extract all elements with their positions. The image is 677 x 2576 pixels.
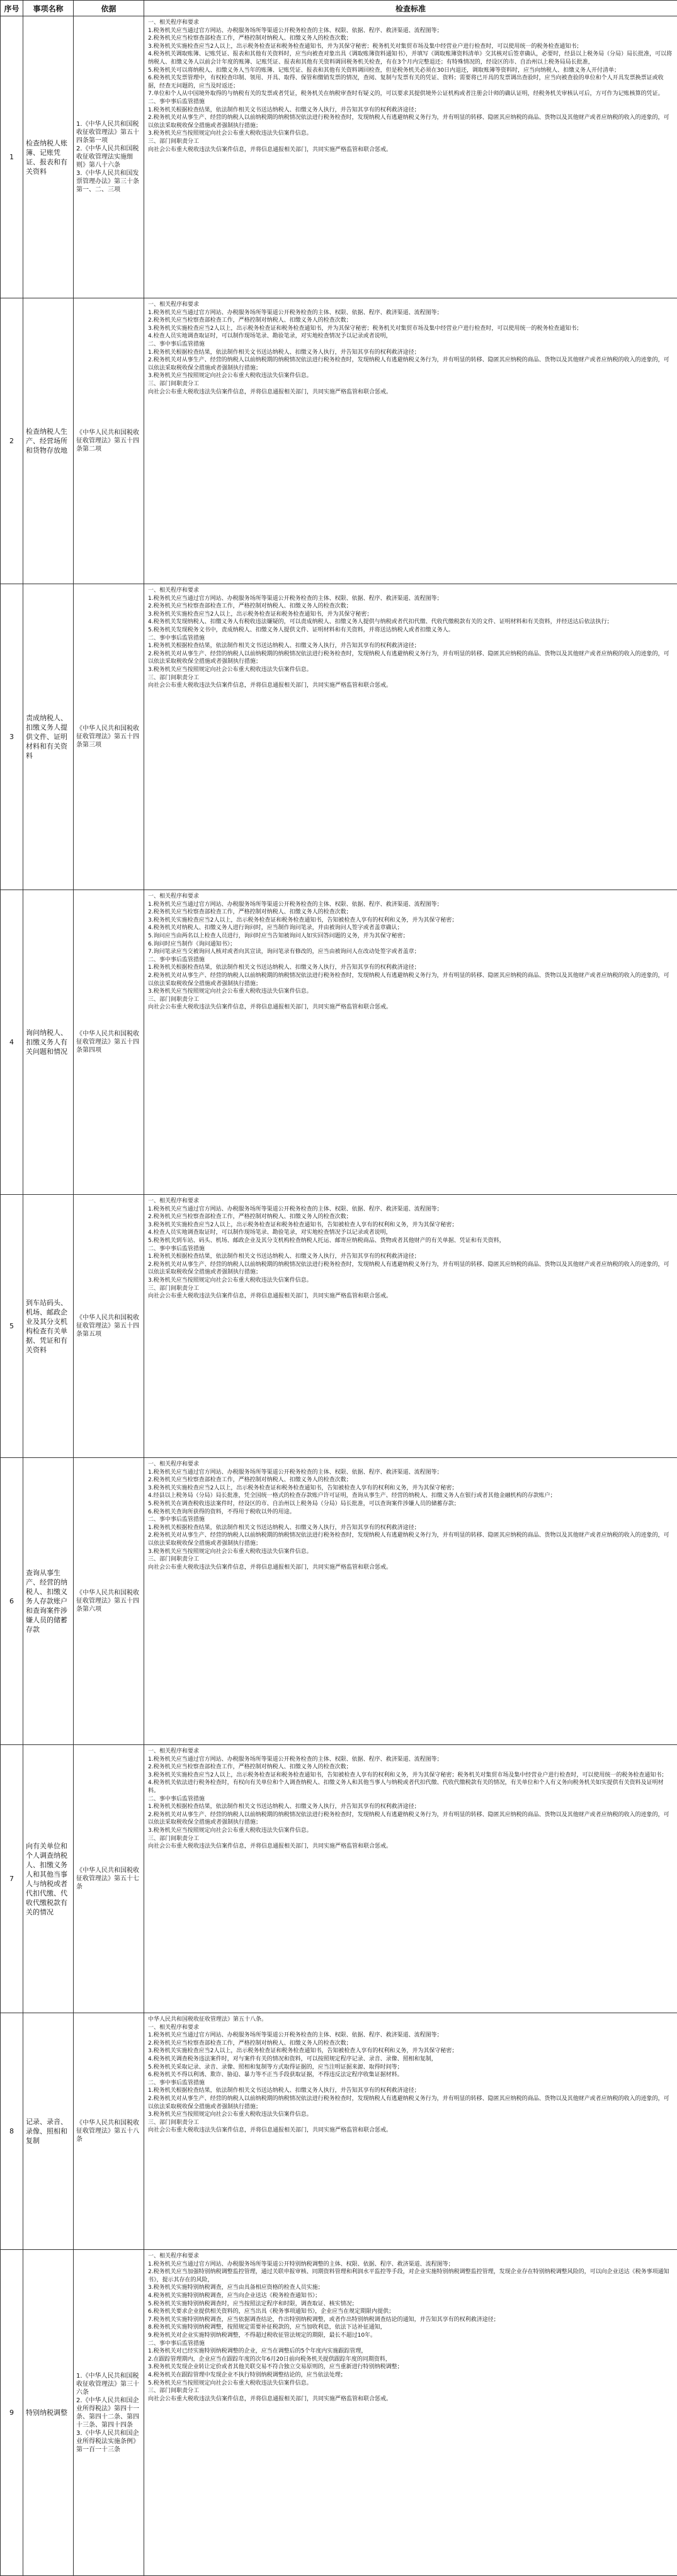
standard-line: 1.税务机关应当通过官方网站、办税服务场所等渠道公开税务检查的主体、权限、依据、程序、救济渠道、流程图等； xyxy=(148,901,673,909)
standard-line: 9.税务机关对企业实施特别纳税调整，不得超过税收征管法规定的期限，最长不超过10年。 xyxy=(148,2332,673,2340)
row-item-name: 责成纳税人、扣缴义务人提供文件、证明材料和有关资料 xyxy=(23,584,74,890)
row-standard xyxy=(144,1745,677,2013)
standard-line: 8.税务机关实施特别纳税调整，按照规定需要补征税款的，应当加收利息，依法下达补征通知， xyxy=(148,2324,673,2332)
standard-line: 二、事中事后监管措施 xyxy=(148,1245,673,1253)
standard-line: 三、部门间职责分工 xyxy=(148,1285,673,1293)
standard-line: 3.税务机关应当按照规定向社会公布重大税收违法失信案件信息。 xyxy=(148,666,673,674)
standard-line: 一、相关程序和要求 xyxy=(148,587,673,595)
standard-line: 4.税务机关调查税务违法案件时，对与案件有关的情况和资料，可以按照规定程序记录、录音、录像、照相和复制， xyxy=(148,2055,673,2064)
standard-line: 4.税务机关发现纳税人、扣缴义务人有税收违法嫌疑的，可以责成纳税人、扣缴义务人提供与纳税或者代扣代缴、代收代缴税款有关的文件、证明材料和有关资料，并经送达后依法执行； xyxy=(148,618,673,626)
row-standard xyxy=(144,890,677,1195)
standard-line: 一、相关程序和要求 xyxy=(148,2024,673,2032)
row-item-name: 检查纳税人账簿、记账凭证、报表和有关资料 xyxy=(23,16,74,298)
row-standard xyxy=(144,2013,677,2250)
standard-line: 三、部门间职责分工 xyxy=(148,1556,673,1564)
standard-line: 3.税务机关实施特别纳税调查，应当由具备相应资格的检查人员实施； xyxy=(148,2284,673,2292)
standard-line: 一、相关程序和要求 xyxy=(148,1460,673,1469)
standard-line: 6.税务机关发票管理中，有权检查印制、领用、开具、取得、保管和缴销发票的情况，查阅、复制与发票有关的凭证、资料；需要将已开具的发票调出查验时，应当向被查验的单位和个人开具发票换票证或收据，经查无问题的，应当及时返还； xyxy=(148,74,673,90)
standard-line: 三、部门间职责分工 xyxy=(148,1835,673,1843)
row-standard xyxy=(144,298,677,584)
row-item-name: 检查纳税人生产、经营场所和货物存放地 xyxy=(23,298,74,584)
standard-line: 三、部门间职责分工 xyxy=(148,996,673,1004)
row-standard xyxy=(144,16,677,298)
standard-lines xyxy=(148,301,673,396)
standard-lines xyxy=(148,1748,673,1851)
standard-line: 三、部门间职责分工 xyxy=(148,380,673,388)
standard-lines xyxy=(148,2252,673,2403)
standard-line: 1.税务机关应当通过官方网站、办税服务场所等渠道公开税务检查的主体、权限、依据、程序、救济渠道、流程图等； xyxy=(148,2031,673,2040)
standard-line: 5.税务机关到车站、码头、机场、邮政企业及其分支机构检查纳税人托运、邮寄应纳税商品、货物或者其他财产的有关单据、凭证和有关资料， xyxy=(148,1237,673,1245)
standard-line: 一、相关程序和要求 xyxy=(148,1748,673,1756)
standard-line: 向社会公布重大税收违法失信案件信息，并将信息通报相关部门，共同实施严格监管和联合惩戒。 xyxy=(148,388,673,397)
standard-line: 1.税务机关根据检查结果，依法制作相关文书送达纳税人、扣缴义务人执行，并告知其享有的权利救济途径； xyxy=(148,1803,673,1811)
standard-line: 向社会公布重大税收违法失信案件信息，并将信息通报相关部门，共同实施严格监管和联合惩戒。 xyxy=(148,2395,673,2404)
standard-line: 7.税务机关实施特别纳税调查，应当依据调查结论，作出特别纳税调整，或者作出特别纳税调查结论的通知，并告知其享有的权利救济途径； xyxy=(148,2316,673,2324)
standard-lines xyxy=(148,1197,673,1301)
standard-line: 3.税务机关实施检查应当2人以上，出示税务检查证和税务检查通知书，并为其保守秘密； xyxy=(148,611,673,619)
standard-line: 5.税务机关采取记录、录音、录像、照相和复制等方式取得证据的，应当注明证据来源、取得时间等； xyxy=(148,2064,673,2072)
standard-line: 2.税务机关对从事生产、经营的纳税人以前纳税期的纳税情况依法进行税务检查时，发现纳税人有逃避纳税义务行为，并有明显的转移、隐匿其应纳税的商品、货物以及其他财产或者应纳税的收入的迹象的，可以依法采取税收保全措施或者强制执行措施； xyxy=(148,1261,673,1277)
standard-lines xyxy=(148,1460,673,1571)
standard-line: 3.税务机关实施检查应当2人以上，出示税务检查证和税务检查通知书，告知被检查人享有的权利和义务，并为其保守秘密； xyxy=(148,2047,673,2055)
standard-line: 3.税务机关应当按照规定向社会公布重大税收违法失信案件信息。 xyxy=(148,2111,673,2119)
standard-line: 二、事中事后监管措施 xyxy=(148,956,673,964)
standard-line: 3.税务机关实施检查应当2人以上，出示税务检查证和税务检查通知书，并为其保守秘密；税务机关对集贸市场及集中经营业户进行检查时，可以使用统一的税务检查通知书； xyxy=(148,43,673,51)
standard-line: 5.税务机关应当按照规定向社会公布重大税收违法失信案件信息。 xyxy=(148,2380,673,2388)
standard-line: 2.税务机关应当检察查部检查工作，严格控制对纳税人、扣缴义务人的检查次数； xyxy=(148,1476,673,1484)
standard-line: 1.税务机关根据检查结果，依法制作相关文书送达纳税人、扣缴义务人执行，并告知其享有的权利救济途径； xyxy=(148,1524,673,1532)
row-item-name: 查询从事生产、经营的纳税人、扣缴义务人存款账户和查询案件涉嫌人员的储蓄存款 xyxy=(23,1458,74,1745)
standard-line: 1.税务机关根据检查结果，依法制作相关文书送达纳税人、扣缴义务人执行，并告知其享有的权利救济途径； xyxy=(148,2087,673,2095)
standard-line: 5.税务机关发现税务文书中，责成纳税人、扣缴义务人提供文件、证明材料和有关资料，并将送达纳税人或者扣缴义务人。 xyxy=(148,626,673,635)
standard-line: 三、部门间职责分工 xyxy=(148,2119,673,2127)
row-seq: 5 xyxy=(1,1195,23,1458)
standard-line: 3.税务机关实施检查应当2人以上，出示税务检查证和税务检查通知书，告知被检查人享有的权利和义务，并为其保守秘密； xyxy=(148,1484,673,1493)
row-basis: 《中华人民共和国税收征收管理法》第五十四条第二项 xyxy=(74,298,144,584)
standard-line: 2.税务机关应当检察查部检查工作，严格控制对纳税人、扣缴义务人的检查次数； xyxy=(148,2040,673,2048)
standard-line: 6.税务机关不得以利诱、欺诈、胁迫、暴力等不正当手段获取证据，不得违反法定程序收集证据材料。 xyxy=(148,2071,673,2079)
table-row xyxy=(1,16,677,298)
standard-line: 1.税务机关应当通过官方网站、办税服务场所等渠道公开税务检查的主体、权限、依据、程序、救济渠道、流程图等； xyxy=(148,595,673,603)
table-body xyxy=(1,16,677,2576)
row-seq: 8 xyxy=(1,2013,23,2250)
standard-line: 2.税务机关应当检察查部检查工作，严格控制对纳税人、扣缴义务人的检查次数； xyxy=(148,1213,673,1221)
standard-line: 1.税务机关根据检查结果，依法制作相关文书送达纳税人、扣缴义务人执行，并告知其享有的权利救济途径； xyxy=(148,964,673,972)
row-basis: 《中华人民共和国税收征收管理法》第五十四条第六项 xyxy=(74,1458,144,1745)
standard-line: 向社会公布重大税收违法失信案件信息，并将信息通报相关部门，共同实施严格监管和联合惩戒。 xyxy=(148,1843,673,1851)
standard-line: 向社会公布重大税收违法失信案件信息，并将信息通报相关部门，共同实施严格监管和联合惩戒。 xyxy=(148,1564,673,1572)
row-basis: 《中华人民共和国税收征收管理法》第五十八条 xyxy=(74,2013,144,2250)
standard-line: 三、部门间职责分工 xyxy=(148,2387,673,2395)
standard-line: 2.税务机关对从事生产、经营的纳税人以前纳税期的纳税情况依法进行税务检查时，发现纳税人有逃避纳税义务行为，并有明显的转移、隐匿其应纳税的商品、货物以及其他财产或者应纳税的收入的迹象的，可以依法采取税收保全措施或者强制执行措施； xyxy=(148,972,673,988)
standard-line: 7.询问笔录应当交被询问人核对或者向其宣读，询问笔录有修改的，应当由被询问人在改动处签字或者盖章； xyxy=(148,948,673,956)
table-row xyxy=(1,1745,677,2013)
table-row xyxy=(1,2250,677,2576)
standard-line: 一、相关程序和要求 xyxy=(148,893,673,901)
standard-line: 向社会公布重大税收违法失信案件信息，并将信息通报相关部门，共同实施严格监管和联合惩戒。 xyxy=(148,1003,673,1012)
standard-line: 二、事中事后监管措施 xyxy=(148,2079,673,2087)
standard-lines xyxy=(148,893,673,1012)
row-seq: 2 xyxy=(1,298,23,584)
standard-line: 1.税务机关应当通过官方网站、办税服务场所等渠道公开税务检查的主体、权限、依据、程序、救济渠道、流程图等； xyxy=(148,1206,673,1214)
standard-line: 2.税务机关对从事生产、经营的纳税人以前纳税期的纳税情况依法进行税务检查时，发现纳税人有逃避纳税义务行为，并有明显的转移、隐匿其应纳税的商品、货物以及其他财产或者应纳税的收入的迹象的，可以依法采取税收保全措施或者强制执行措施； xyxy=(148,1811,673,1827)
standard-line: 向社会公布重大税收违法失信案件信息，并将信息通报相关部门，共同实施严格监管和联合惩戒。 xyxy=(148,146,673,154)
standard-line: 1.税务机关对已经实施特别纳税调整的企业，应当在调整后的5个年度内实施跟踪管理， xyxy=(148,2347,673,2356)
standard-line: 一、相关程序和要求 xyxy=(148,2252,673,2261)
row-basis: 1.《中华人民共和国税收征收管理法》第三十六条 2.《中华人民共和国企业所得税法》第四十一条、第四十二条、第四十三条、第四十四条 3.《中华人民共和国企业所得税法实施条例》第一百一十三条 xyxy=(74,2250,144,2576)
row-standard xyxy=(144,2250,677,2576)
standard-line: 一、相关程序和要求 xyxy=(148,301,673,309)
standard-line: 1.税务机关根据检查结果，依法制作相关文书送达纳税人、扣缴义务人执行，并告知其享有的权利救济途径； xyxy=(148,1253,673,1261)
standard-line: 三、部门间职责分工 xyxy=(148,674,673,682)
standard-line: 2.税务机关应当检察查部检查工作，严格控制对纳税人、扣缴义务人的检查次数； xyxy=(148,35,673,43)
standard-line: 一、相关程序和要求 xyxy=(148,19,673,27)
standard-line: 向社会公布重大税收违法失信案件信息，并将信息通报相关部门，共同实施严格监管和联合惩戒。 xyxy=(148,1292,673,1301)
standard-line: 向社会公布重大税收违法失信案件信息，并将信息通报相关部门，共同实施严格监管和联合惩戒。 xyxy=(148,682,673,690)
standard-line: 2.税务机关应当检察查部检查工作，严格控制对纳税人、扣缴义务人的检查次数； xyxy=(148,602,673,611)
header-name: 事项名称 xyxy=(23,1,74,16)
standard-line: 5.税务机关实施特别纳税调查时，应当按照法定程序和时限，调查取证、核实情况； xyxy=(148,2300,673,2308)
standard-line: 7.单位和个人从中国境外取得的与纳税有关的发票或者凭证，税务机关在纳税审查时有疑义的，可以要求其提供境外公证机构或者注册会计师的确认证明，经税务机关审核认可后，方可作为记账核算的凭证。 xyxy=(148,90,673,98)
table-row xyxy=(1,1195,677,1458)
standard-line: 3.税务机关实施检查应当2人以上，出示税务检查证和税务检查通知书，告知被检查人享有的权利和义务，并为其保守秘密； xyxy=(148,917,673,925)
standard-line: 1.税务机关根据检查结果，依法制作相关文书送达纳税人、扣缴义务人执行，并告知其享有的权利救济途径； xyxy=(148,106,673,115)
standard-lines xyxy=(148,2016,673,2135)
standard-line: 1.税务机关根据检查结果，依法制作相关文书送达纳税人、扣缴义务人执行，并告知其享有的权利救济途径； xyxy=(148,349,673,357)
standard-line: 1.税务机关应当通过官方网站、办税服务场所等渠道公开税务检查的主体、权限、依据、程序、救济渠道、流程图等； xyxy=(148,27,673,35)
row-basis: 《中华人民共和国税收征收管理法》第五十四条第三项 xyxy=(74,584,144,890)
standard-line: 5.税务机关可以将纳税人、扣缴义务人当年的账簿、记账凭证、报表和其他有关资料调回检查，但是税务机关必须在30日内退还，调取账簿等资料时，应当向纳税人、扣缴义务人开付清单； xyxy=(148,67,673,75)
standard-lines xyxy=(148,19,673,154)
table-row xyxy=(1,584,677,890)
standard-line: 3.税务机关应当按照规定向社会公布重大税收违法失信案件信息。 xyxy=(148,1548,673,1556)
standard-line: 4.检查人员实地调查取证时，可以制作现场笔录、勘验笔录，对实地检查情况予以记录或者说明， xyxy=(148,1229,673,1237)
standard-line: 二、事中事后监管措施 xyxy=(148,1795,673,1804)
row-standard xyxy=(144,1458,677,1745)
table-row xyxy=(1,298,677,584)
standard-line: 二、事中事后监管措施 xyxy=(148,2340,673,2348)
row-basis: 《中华人民共和国税收征收管理法》第五十四条第五项 xyxy=(74,1195,144,1458)
standard-line: 3.税务机关实施检查应当2人以上，出示税务检查证和税务检查通知书，告知被检查人享有的权利和义务，并为其保守秘密； xyxy=(148,1221,673,1229)
row-basis: 《中华人民共和国税收征收管理法》第五十七条 xyxy=(74,1745,144,2013)
row-seq: 6 xyxy=(1,1458,23,1745)
standard-line: 6.税务机关查询所获得的资料，不得用于税收以外的用途。 xyxy=(148,1508,673,1517)
standard-line: 一、相关程序和要求 xyxy=(148,1197,673,1206)
table-row xyxy=(1,890,677,1195)
standard-line: 3.税务机关应当按照规定向社会公布重大税收违法失信案件信息。 xyxy=(148,1277,673,1285)
standard-lines xyxy=(148,587,673,690)
row-item-name: 到车站码头、机场、邮政企业及其分支机构检查有关单据、凭证和有关资料 xyxy=(23,1195,74,1458)
header-basis: 依据 xyxy=(74,1,144,16)
row-seq: 7 xyxy=(1,1745,23,2013)
row-item-name: 询问纳税人、扣缴义务人有关问题和情况 xyxy=(23,890,74,1195)
standard-line: 5.税务机关在调查税收违法案件时，经设区的市、自治州以上税务局（分局）局长批准，可以查询案件涉嫌人员的储蓄存款； xyxy=(148,1500,673,1508)
standard-line: 3.税务机关应当按照规定向社会公布重大税收违法失信案件信息。 xyxy=(148,1827,673,1835)
standard-line: 2.税务机关对从事生产、经营的纳税人以前纳税期的纳税情况依法进行税务检查时，发现纳税人有逃避纳税义务行为，并有明显的转移、隐匿其应纳税的商品、货物以及其他财产或者应纳税的收入的迹象的，可以依法采取税收保全措施或者强制执行措施； xyxy=(148,114,673,130)
standard-line: 4.经县以上税务局（分局）局长批准，凭全国统一格式的检查存款账户许可证明，查询从事生产、经营的纳税人、扣缴义务人在银行或者其他金融机构的存款账户； xyxy=(148,1492,673,1500)
standard-line: 1.税务机关根据检查结果，依法制作相关文书送达纳税人、扣缴义务人执行，并告知其享有的权利救济途径； xyxy=(148,642,673,650)
standard-line: 二、事中事后监管措施 xyxy=(148,341,673,349)
standard-line: 3.税务机关应当按照规定向社会公布重大税收违法失信案件信息。 xyxy=(148,372,673,380)
row-basis: 1.《中华人民共和国税收征收管理法》第五十四条第一项 2.《中华人民共和国税收征收管理法实施细则》第八十六条 3.《中华人民共和国发票管理办法》第三十条第一、二、三项 xyxy=(74,16,144,298)
standard-line: 二、事中事后监管措施 xyxy=(148,1516,673,1524)
row-seq: 3 xyxy=(1,584,23,890)
standard-line: 3.税务机关发现企业转让定价或者其他关联交易不符合独立交易原则的，应当重新进行特别纳税调整； xyxy=(148,2363,673,2371)
standard-line: 向社会公布重大税收违法失信案件信息，并将信息通报相关部门，共同实施严格监管和联合惩戒。 xyxy=(148,2127,673,2135)
standard-line: 2.税务机关对从事生产、经营的纳税人以前纳税期的纳税情况依法进行税务检查时，发现纳税人有逃避纳税义务行为，并有明显的转移、隐匿其应纳税的商品、货物以及其他财产或者应纳税的收入的迹象的，可以依法采取税收保全措施或者强制执行措施； xyxy=(148,650,673,666)
standard-line: 1.税务机关应当通过官方网站、办税服务场所等渠道公开税务检查的主体、权限、依据、程序、救济渠道、流程图等； xyxy=(148,309,673,317)
standard-line: 2.税务机关应当检察查部检查工作，严格控制对纳税人、扣缴义务人的检查次数； xyxy=(148,317,673,325)
standard-line: 三、部门间职责分工 xyxy=(148,138,673,146)
standard-line: 4.税务机关在跟踪管理中发现企业不执行特别纳税调整结论的，应当依法处理； xyxy=(148,2371,673,2380)
standard-line: 二、事中事后监管措施 xyxy=(148,98,673,106)
table-row xyxy=(1,1458,677,1745)
row-item-name: 特别纳税调整 xyxy=(23,2250,74,2576)
table-header-row xyxy=(1,1,677,16)
standard-line: 1.税务机关应当通过官方网站、办税服务场所等渠道公开税务检查的主体、权限、依据、程序、救济渠道、流程图等； xyxy=(148,1756,673,1764)
row-basis: 《中华人民共和国税收征收管理法》第五十四条第四项 xyxy=(74,890,144,1195)
row-item-name: 记录、录音、录像、照相和复制 xyxy=(23,2013,74,2250)
standard-line: 3.税务机关实施检查应当2人以上，出示税务检查证和税务检查通知书，告知被检查人享有的权利和义务，并为其保守秘密；税务机关对集贸市场及集中经营业户进行检查时，可以使用统一的税务检查通知书； xyxy=(148,1771,673,1780)
header-seq: 序号 xyxy=(1,1,23,16)
standard-line: 4.税务机关对纳税人、扣缴义务人进行询问时，应当制作询问笔录，并由被询问人签字或者盖章确认； xyxy=(148,924,673,932)
standard-line: 6.询问时应当制作《询问通知书》； xyxy=(148,941,673,949)
standard-line: 4.税务机关依法进行税务检查时，有权向有关单位和个人调查纳税人、扣缴义务人和其他当事人与纳税或者代扣代缴、代收代缴税款有关的情况，有关单位和个人有义务向税务机关如实提供有关资料及证明材料。 xyxy=(148,1779,673,1795)
header-standard: 检查标准 xyxy=(144,1,677,16)
standard-line: 1.税务机关应当通过官方网站、办税服务场所等渠道公开特别纳税调整的主体、权限、依据、程序、救济渠道、流程图等； xyxy=(148,2261,673,2269)
row-seq: 9 xyxy=(1,2250,23,2576)
row-seq: 4 xyxy=(1,890,23,1195)
standard-line: 2.税务机关对从事生产、经营的纳税人以前纳税期的纳税情况依法进行税务检查时，发现纳税人有逃避纳税义务行为，并有明显的转移、隐匿其应纳税的商品、货物以及其他财产或者应纳税的收入的迹象的，可以依法采取税收保全措施或者强制执行措施； xyxy=(148,1532,673,1547)
table-row xyxy=(1,2013,677,2250)
standard-line: 6.税务机关要求企业提供相关资料的，应当出具《税务事项通知书》，企业应当在规定期限内提供； xyxy=(148,2308,673,2316)
standard-line: 3.税务机关应当按照规定向社会公布重大税收违法失信案件信息。 xyxy=(148,988,673,996)
standard-line: 2.税务机关对从事生产、经营的纳税人以前纳税期的纳税情况依法进行税务检查时，发现纳税人有逃避纳税义务行为，并有明显的转移、隐匿其应纳税的商品、货物以及其他财产或者应纳税的收入的迹象的，可以依法采取税收保全措施或者强制执行措施； xyxy=(148,2095,673,2111)
standard-line: 2.税务机关对从事生产、经营的纳税人以前纳税期的纳税情况依法进行税务检查时，发现纳税人有逃避纳税义务行为，并有明显的转移、隐匿其应纳税的商品、货物以及其他财产或者应纳税的收入的迹象的，可以依法采取税收保全措施或者强制执行措施； xyxy=(148,356,673,372)
row-standard xyxy=(144,584,677,890)
standard-line: 4.税务机关调取账簿、记账凭证、报表和其他有关资料时，应当向被查对象出具《调取账簿资料通知书》，并填写《调取账簿资料清单》交其核对后签章确认，必要时，经县以上税务局（分局）局长批准，可以将纳税人、扣缴义务人以前会计年度的账簿、记账凭证、报表和其他有关资料调回税务机关检查，有在3个月内完整退还；有特殊情况的，经设区的市、自治州以上税务局局长批准， xyxy=(148,50,673,66)
standard-line: 2.税务机关应当检察查部检查工作，严格控制对纳税人、扣缴义务人的检查次数； xyxy=(148,908,673,917)
standard-line: 1.税务机关应当通过官方网站、办税服务场所等渠道公开税务检查的主体、权限、依据、程序、救济渠道、流程图等； xyxy=(148,1469,673,1477)
standard-line: 3.税务机关应当按照规定向社会公布重大税收违法失信案件信息。 xyxy=(148,130,673,138)
standard-line: 4.税务机关实施特别纳税调查，应当向企业送达《税务检查通知书》； xyxy=(148,2292,673,2300)
standard-line: 2.在跟踪管理期内，企业应当在跟踪年度的次年6月20日前向税务机关提供跟踪年度的同期资料， xyxy=(148,2356,673,2364)
row-standard xyxy=(144,1195,677,1458)
row-seq: 1 xyxy=(1,16,23,298)
standard-line: 中华人民共和国税收征收管理法》第五十八条。 xyxy=(148,2016,673,2024)
standard-line: 2.税务机关应当加强特别纳税调整监控管理，通过关联申报审核、同期资料管理和利润水平监控等手段，对企业实施特别纳税调整监控管理，发现企业存在特别纳税调整风险的，可以向企业送达《税务事项通知书》，提示其存在的风险， xyxy=(148,2268,673,2284)
standard-line: 3.税务机关实施检查应当2人以上，出示税务检查证和税务检查通知书，并为其保守秘密；税务机关对集贸市场及集中经营业户进行检查时，可以使用统一的税务检查通知书； xyxy=(148,325,673,333)
row-item-name: 向有关单位和个人调查纳税人、扣缴义务人和其他当事人与纳税或者代扣代缴、代收代缴税款有关的情况 xyxy=(23,1745,74,2013)
standard-line: 4.检查人员实地调查取证时，可以制作现场笔录、勘验笔录，对实地检查情况予以记录或者说明， xyxy=(148,332,673,341)
standard-line: 二、事中事后监管措施 xyxy=(148,635,673,643)
standard-line: 5.询问应当由两名以上检查人员进行，询问时应当告知被询问人如实回答问题的义务，并为其保守秘密； xyxy=(148,932,673,941)
standard-line: 2.税务机关应当检察查部检查工作，严格控制对纳税人、扣缴义务人的检查次数； xyxy=(148,1763,673,1771)
